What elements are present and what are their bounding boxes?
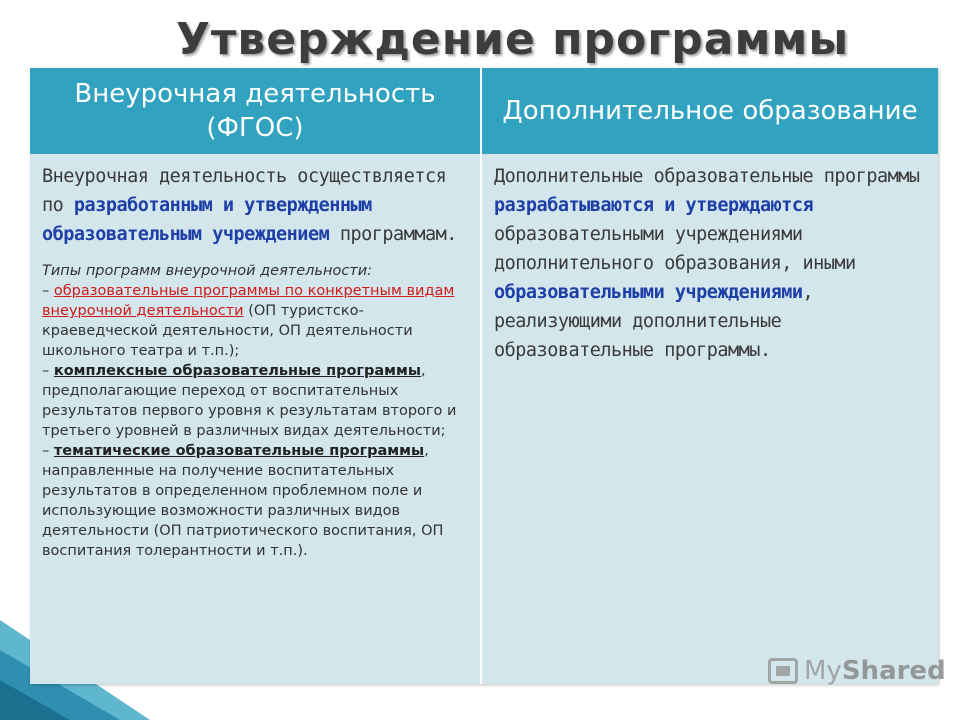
watermark-text: MyShared <box>804 656 946 686</box>
header-extracurricular: Внеурочная деятельность (ФГОС) <box>30 68 482 154</box>
text-fragment: , реализующими дополнительные образовательные программы. <box>494 282 814 361</box>
page-title: Утверждение программы <box>176 14 850 65</box>
program-type-item-1: – образовательные программы по конкретным видам внеурочной деятельности (ОП туристско-краеведческой деятельности, ОП деятельности школьного театра и т.п.); <box>42 283 455 359</box>
program-type-item-2: – комплексные образовательные программы, предполагающие переход от воспитательных результатов первого уровня к результатам второго и третьего уровней в различных видах деятельности; <box>42 363 457 439</box>
program-type-3-name: тематические образовательные программы <box>53 443 425 459</box>
comparison-table <box>30 68 938 684</box>
text-fragment: программам. <box>329 224 457 245</box>
projector-icon <box>768 658 798 684</box>
additional-education-approval-text <box>494 162 928 365</box>
cell-extracurricular <box>30 154 482 684</box>
program-types-list <box>42 261 470 561</box>
emphasis-developed-approved: разрабатываются и утверждаются <box>494 195 814 216</box>
text-fragment: Внеурочная деятельность осуществляется по <box>42 166 447 216</box>
cell-additional-education <box>482 154 938 684</box>
emphasis-developed-approved: разработанным и утвержденным образовательным учреждением <box>42 195 372 245</box>
myshared-watermark <box>768 656 946 686</box>
text-fragment: образовательными учреждениями дополнительного образования, иными <box>494 224 856 274</box>
header-additional-education: Дополнительное образование <box>482 68 938 154</box>
program-type-item-3: – тематические образовательные программы, направленные на получение воспитательных результатов в определенном проблемном поле и использующие возможности различных видов деятельности (ОП патриотического воспитания, ОП воспитания толерантности и т.п.). <box>42 443 444 559</box>
emphasis-educational-institutions: образовательными учреждениями <box>494 282 803 303</box>
extracurricular-approval-text <box>42 162 470 249</box>
program-type-1-name: образовательные программы по конкретным видам внеурочной деятельности <box>42 283 455 319</box>
text-fragment: Дополнительные образовательные программы <box>494 166 920 187</box>
program-types-title: Типы программ внеурочной деятельности: <box>42 263 373 279</box>
program-type-2-name: комплексные образовательные программы <box>53 363 421 379</box>
